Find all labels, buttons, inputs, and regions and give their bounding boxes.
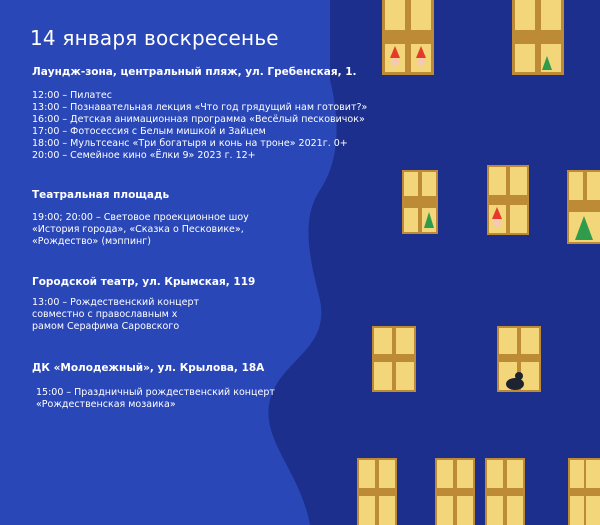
schedule-line: 13:00 – Рождественский концерт	[32, 297, 200, 308]
schedule-line: 16:00 – Детская анимационная программа «Весёлый песковичок»	[32, 114, 365, 125]
schedule-line: «История города», «Сказка о Песковике»,	[32, 224, 244, 235]
schedule-line: 15:00 – Праздничный рождественский концерт	[36, 387, 275, 398]
schedule-line: 20:00 – Семейное кино «Ёлки 9» 2023 г. 12+	[32, 150, 256, 161]
schedule-line: 17:00 – Фотосессия с Белым мишкой и Зайцем	[32, 126, 266, 137]
schedule-line: 19:00; 20:00 – Световое проекционное шоу	[32, 212, 249, 223]
venue-heading: ДК «Молодежный», ул. Крылова, 18А	[32, 362, 265, 374]
schedule-line: 18:00 – Мультсеанс «Три богатыря и конь на троне» 2021г. 0+	[32, 138, 348, 149]
venue-heading: Городской театр, ул. Крымская, 119	[32, 276, 256, 288]
schedule-line: совместно с православным х	[32, 309, 178, 320]
schedule-line: «Рождество» (мэппинг)	[32, 236, 151, 247]
venue-heading: Лаундж-зона, центральный пляж, ул. Гребенская, 1.	[32, 66, 357, 78]
page-title: 14 января воскресенье	[30, 26, 279, 50]
schedule-line: 12:00 – Пилатес	[32, 90, 112, 101]
venue-heading: Театральная площадь	[32, 189, 170, 201]
schedule-line: рамом Серафима Саровского	[32, 321, 180, 332]
schedule-line: «Рождественская мозаика»	[36, 399, 176, 410]
schedule-line: 13:00 – Познавательная лекция «Что год грядущий нам готовит?»	[32, 102, 368, 113]
